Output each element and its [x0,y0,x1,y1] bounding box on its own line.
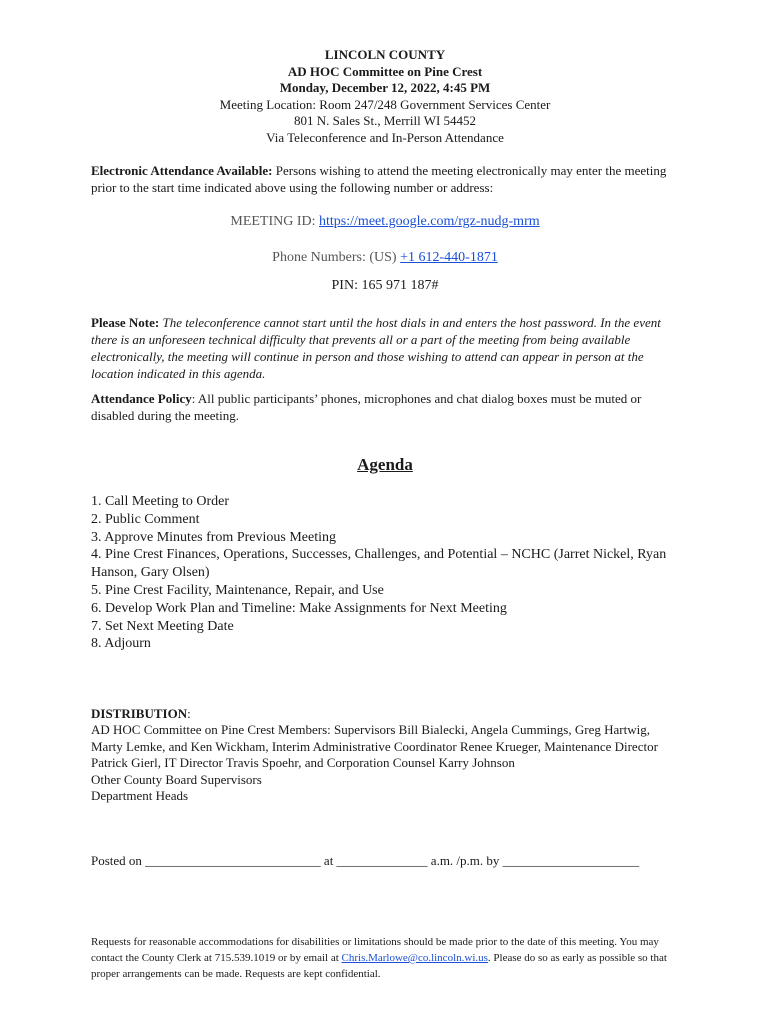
county-name: LINCOLN COUNTY [324,47,446,62]
meeting-date-time: Monday, December 12, 2022, 4:45 PM [279,80,491,96]
agenda-item: 1. Call Meeting to Order [91,494,230,509]
meeting-location: Meeting Location: Room 247/248 Government Services Center [219,96,551,112]
accommodations-footer [91,934,681,982]
agenda-list [91,493,691,653]
committee-name: AD HOC Committee on Pine Crest [287,63,483,79]
pin-line: PIN: 165 971 187# [331,278,439,293]
agenda-item: 7. Set Next Meeting Date [91,618,234,634]
meeting-id-line [0,214,770,230]
distribution-others: Other County Board Supervisors [91,771,262,787]
agenda-item: 4. Pine Crest Finances, Operations, Successes, Challenges, and Potential – NCHC (Jarret Nickel, Ryan Hanson, Gary Olsen) [91,547,667,581]
document-header [0,47,770,147]
electronic-attendance-paragraph [91,162,681,196]
attendance-policy-text: : All public participants’ phones, microphones and chat dialog boxes must be muted or disabled during the meeting. [91,391,642,423]
agenda-item: 8. Adjourn [91,636,151,652]
attendance-policy-label: Attendance Policy [91,391,192,406]
distribution-colon: : [187,706,191,721]
distribution-members: AD HOC Committee on Pine Crest Members: Supervisors Bill Bialecki, Angela Cummings, Greg Hartwig, Marty Lemke, and Ken Wickham, Interim Administrative Coordinator Renee Krueger, Maintenance Director Patrick Gierl, IT Director Travis Spoehr, and Corporation Counsel Karry Johnson [91,722,658,771]
electronic-attendance-text: Persons wishing to attend the meeting electronically may enter the meeting prior to the start time indicated above using the following number or address: [91,163,667,195]
please-note-text: The teleconference cannot start until the host dials in and enters the host password. In the event there is an unforeseen technical difficulty that prevents all or a part of the meeting from being available electronically, the meeting will continue in person and those wishing to attend can appear in person at the location indicated in this agenda. [91,315,661,381]
clerk-email-link[interactable]: Chris.Marlowe@co.lincoln.wi.us [341,952,488,964]
posted-line: Posted on ___________________________ at ______________ a.m. /p.m. by _____________________ [91,853,640,868]
meeting-address: 801 N. Sales St., Merrill WI 54452 [293,113,477,129]
agenda-item: 3. Approve Minutes from Previous Meeting [91,529,336,545]
phone-label: Phone Numbers: (US) [272,250,401,265]
agenda-item: 2. Public Comment [91,511,200,527]
phone-link[interactable]: +1 612-440-1871 [400,250,498,265]
distribution-section [91,706,681,804]
agenda-item: 5. Pine Crest Facility, Maintenance, Repair, and Use [91,582,384,598]
agenda-item: 6. Develop Work Plan and Timeline: Make Assignments for Next Meeting [91,600,507,616]
footer-text-2: . Please do so as early as possible so that proper arrangements can be made. Requests are kept confidential. [91,952,667,980]
attendance-policy-paragraph [91,390,681,424]
footer-text-1: Requests for reasonable accommodations for disabilities or limitations should be made prior to the date of this meeting. You may contact the County Clerk at 715.539.1019 or by email at [91,936,659,964]
please-note-paragraph [91,314,681,382]
agenda-title: Agenda [357,455,413,474]
meeting-id-label: MEETING ID: [230,214,320,229]
electronic-attendance-label: Electronic Attendance Available: [91,163,273,178]
attendance-mode: Via Teleconference and In-Person Attendance [266,129,504,145]
meeting-id-link[interactable]: https://meet.google.com/rgz-nudg-mrm [319,214,540,229]
phone-numbers-line [0,250,770,266]
please-note-label: Please Note: [91,315,160,330]
distribution-label: DISTRIBUTION [91,706,188,721]
distribution-departments: Department Heads [91,788,189,804]
